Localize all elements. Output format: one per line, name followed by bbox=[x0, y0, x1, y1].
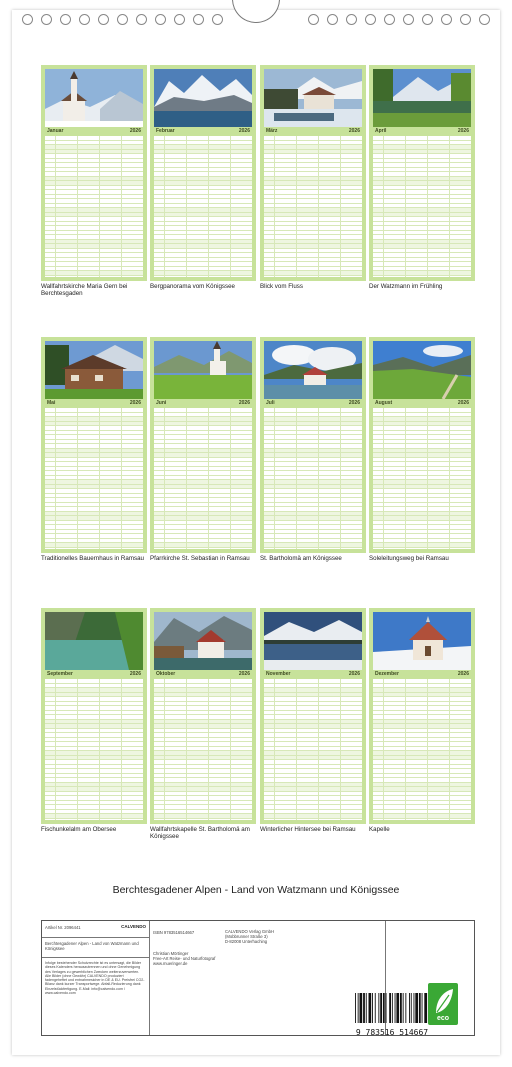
landscape-photo bbox=[264, 341, 362, 399]
binding-ring bbox=[98, 14, 109, 25]
month-name: November bbox=[266, 671, 291, 677]
month-header bbox=[373, 670, 471, 679]
day-row bbox=[45, 543, 143, 548]
binding-ring bbox=[460, 14, 471, 25]
month-year: 2026 bbox=[129, 128, 141, 134]
month-card-2 bbox=[150, 65, 256, 281]
month-photo bbox=[264, 69, 362, 127]
landscape-photo bbox=[264, 612, 362, 670]
month-card-6 bbox=[150, 337, 256, 553]
month-year: 2026 bbox=[348, 128, 360, 134]
binding-ring bbox=[308, 14, 319, 25]
binding-ring bbox=[346, 14, 357, 25]
month-photo bbox=[45, 341, 143, 399]
landscape-photo bbox=[154, 341, 252, 399]
photo-caption: Wallfahrtskapelle St. Bartholomä am Königssee bbox=[150, 826, 250, 840]
day-row bbox=[373, 543, 471, 548]
month-day-grid bbox=[373, 679, 471, 820]
eco-label: eco bbox=[436, 1015, 450, 1022]
month-day-grid bbox=[45, 679, 143, 820]
legal-text: Infolge bestehender Schutzrechte ist es untersagt, die Bilder dieses Kalenders herauszutrennen und ohne Genehmigung des Verlages zu gewerblichen Zwecken weiterzuverwerten. Alle Bilder (ohne Gewähr) CALVENDO produziert fadengeheftet und entnahmesicher in DE & EU. Preisfrei CO2-Bilanz dank kurzer Transportwege. Abfall-Reduzierung dank Einzelstückfertigung. E-Mail: info@calvendo.com / www.calvendo.com bbox=[45, 961, 145, 996]
month-year: 2026 bbox=[238, 128, 250, 134]
month-header bbox=[45, 670, 143, 679]
photo-caption: Kapelle bbox=[369, 826, 390, 833]
day-row bbox=[373, 271, 471, 276]
month-card-8 bbox=[369, 337, 475, 553]
photo-caption: Soleleitungsweg bei Ramsau bbox=[369, 555, 449, 562]
binding-ring bbox=[117, 14, 128, 25]
month-photo bbox=[154, 341, 252, 399]
month-day-grid bbox=[45, 408, 143, 549]
month-header bbox=[264, 670, 362, 679]
author-role: Free-Art Reise- und Naturfotograf bbox=[153, 956, 216, 961]
binding-ring bbox=[22, 14, 33, 25]
publisher-street: (Mobbrunner Straße 3) bbox=[225, 934, 268, 939]
month-name: Oktober bbox=[156, 671, 176, 677]
binding-ring bbox=[174, 14, 185, 25]
publisher-logo: CALVENDO bbox=[121, 924, 146, 929]
binding-ring bbox=[60, 14, 71, 25]
landscape-photo bbox=[45, 341, 143, 399]
photo-caption: Der Watzmann im Frühling bbox=[369, 283, 443, 290]
month-card-1 bbox=[41, 65, 147, 281]
binding-ring bbox=[365, 14, 376, 25]
photo-caption: Wallfahrtskirche Maria Gern bei Berchtesgaden bbox=[41, 283, 128, 297]
landscape-photo bbox=[154, 69, 252, 127]
barcode-number: 9 783516 514667 bbox=[355, 1028, 429, 1037]
month-name: April bbox=[375, 128, 387, 134]
barcode bbox=[353, 993, 431, 1037]
month-photo bbox=[45, 69, 143, 127]
binding-ring bbox=[441, 14, 452, 25]
month-day-grid bbox=[373, 136, 471, 277]
photo-caption: St. Bartholomä am Königssee bbox=[260, 555, 342, 562]
month-day-grid bbox=[45, 136, 143, 277]
month-card-7 bbox=[260, 337, 366, 553]
month-name: Januar bbox=[47, 128, 64, 134]
month-photo bbox=[264, 341, 362, 399]
month-day-grid bbox=[154, 679, 252, 820]
month-year: 2026 bbox=[129, 671, 141, 677]
publisher-city: D-82008 Unterhaching bbox=[225, 939, 268, 944]
binding-ring bbox=[41, 14, 52, 25]
month-card-4 bbox=[369, 65, 475, 281]
photo-caption: Pfarrkirche St. Sebastian in Ramsau bbox=[150, 555, 250, 562]
day-row bbox=[264, 271, 362, 276]
photo-caption: Fischunkelalm am Obersee bbox=[41, 826, 117, 833]
month-card-10 bbox=[150, 608, 256, 824]
month-year: 2026 bbox=[238, 400, 250, 406]
month-header bbox=[373, 127, 471, 136]
landscape-photo bbox=[373, 612, 471, 670]
publisher-name: CALVENDO Verlag GmbH bbox=[225, 929, 275, 934]
product-title: Berchtesgadener Alpen - Land von Watzmann und Königssee bbox=[45, 941, 139, 951]
month-photo bbox=[154, 69, 252, 127]
calendar-title: Berchtesgadener Alpen - Land von Watzmann und Königssee bbox=[112, 884, 400, 896]
day-row bbox=[45, 814, 143, 819]
month-name: Juli bbox=[266, 400, 275, 406]
landscape-photo bbox=[45, 612, 143, 670]
month-header bbox=[154, 670, 252, 679]
day-row bbox=[154, 543, 252, 548]
landscape-photo bbox=[45, 69, 143, 127]
month-photo bbox=[373, 341, 471, 399]
month-name: Dezember bbox=[375, 671, 399, 677]
month-header bbox=[264, 127, 362, 136]
month-year: 2026 bbox=[129, 400, 141, 406]
month-year: 2026 bbox=[457, 400, 469, 406]
month-day-grid bbox=[264, 136, 362, 277]
month-name: Juni bbox=[156, 400, 167, 406]
eco-badge bbox=[428, 983, 458, 1025]
month-card-5 bbox=[41, 337, 147, 553]
photo-caption: Traditionelles Bauernhaus in Ramsau bbox=[41, 555, 144, 562]
binding-ring bbox=[136, 14, 147, 25]
binding-ring bbox=[155, 14, 166, 25]
month-year: 2026 bbox=[238, 671, 250, 677]
month-year: 2026 bbox=[457, 671, 469, 677]
landscape-photo bbox=[264, 69, 362, 127]
binding-ring bbox=[422, 14, 433, 25]
month-photo bbox=[45, 612, 143, 670]
month-day-grid bbox=[264, 408, 362, 549]
month-name: September bbox=[47, 671, 73, 677]
month-header bbox=[373, 399, 471, 408]
day-row bbox=[154, 271, 252, 276]
month-day-grid bbox=[154, 136, 252, 277]
month-year: 2026 bbox=[348, 671, 360, 677]
month-photo bbox=[154, 612, 252, 670]
binding-ring bbox=[212, 14, 223, 25]
month-card-11 bbox=[260, 608, 366, 824]
month-header bbox=[45, 127, 143, 136]
month-year: 2026 bbox=[348, 400, 360, 406]
author-website: www.mueringer.de bbox=[153, 961, 188, 966]
month-header bbox=[45, 399, 143, 408]
month-header bbox=[264, 399, 362, 408]
binding-ring bbox=[193, 14, 204, 25]
day-row bbox=[264, 814, 362, 819]
day-row bbox=[373, 814, 471, 819]
day-row bbox=[45, 271, 143, 276]
article-number: Artikel Nr. 2096441 bbox=[45, 925, 81, 930]
month-name: März bbox=[266, 128, 278, 134]
month-year: 2026 bbox=[457, 128, 469, 134]
back-cover-info bbox=[41, 920, 475, 1036]
binding-ring bbox=[403, 14, 414, 25]
binding-ring bbox=[327, 14, 338, 25]
author-name: Christian Mörtinger bbox=[153, 951, 189, 956]
month-header bbox=[154, 127, 252, 136]
month-card-3 bbox=[260, 65, 366, 281]
day-row bbox=[154, 814, 252, 819]
barcode-bars bbox=[353, 993, 431, 1023]
photo-caption: Bergpanorama vom Königssee bbox=[150, 283, 235, 290]
photo-caption: Winterlicher Hintersee bei Ramsau bbox=[260, 826, 356, 833]
photo-caption: Blick vom Fluss bbox=[260, 283, 303, 290]
landscape-photo bbox=[373, 341, 471, 399]
landscape-photo bbox=[154, 612, 252, 670]
month-photo bbox=[373, 612, 471, 670]
month-day-grid bbox=[154, 408, 252, 549]
binding-ring bbox=[479, 14, 490, 25]
binding-ring bbox=[384, 14, 395, 25]
month-photo bbox=[373, 69, 471, 127]
month-name: August bbox=[375, 400, 393, 406]
month-day-grid bbox=[264, 679, 362, 820]
month-name: Februar bbox=[156, 128, 175, 134]
month-day-grid bbox=[373, 408, 471, 549]
month-card-12 bbox=[369, 608, 475, 824]
month-photo bbox=[264, 612, 362, 670]
landscape-photo bbox=[373, 69, 471, 127]
binding-ring bbox=[79, 14, 90, 25]
isbn: ISBN 9783516514667 bbox=[153, 930, 195, 935]
day-row bbox=[264, 543, 362, 548]
month-name: Mai bbox=[47, 400, 56, 406]
month-header bbox=[154, 399, 252, 408]
month-card-9 bbox=[41, 608, 147, 824]
